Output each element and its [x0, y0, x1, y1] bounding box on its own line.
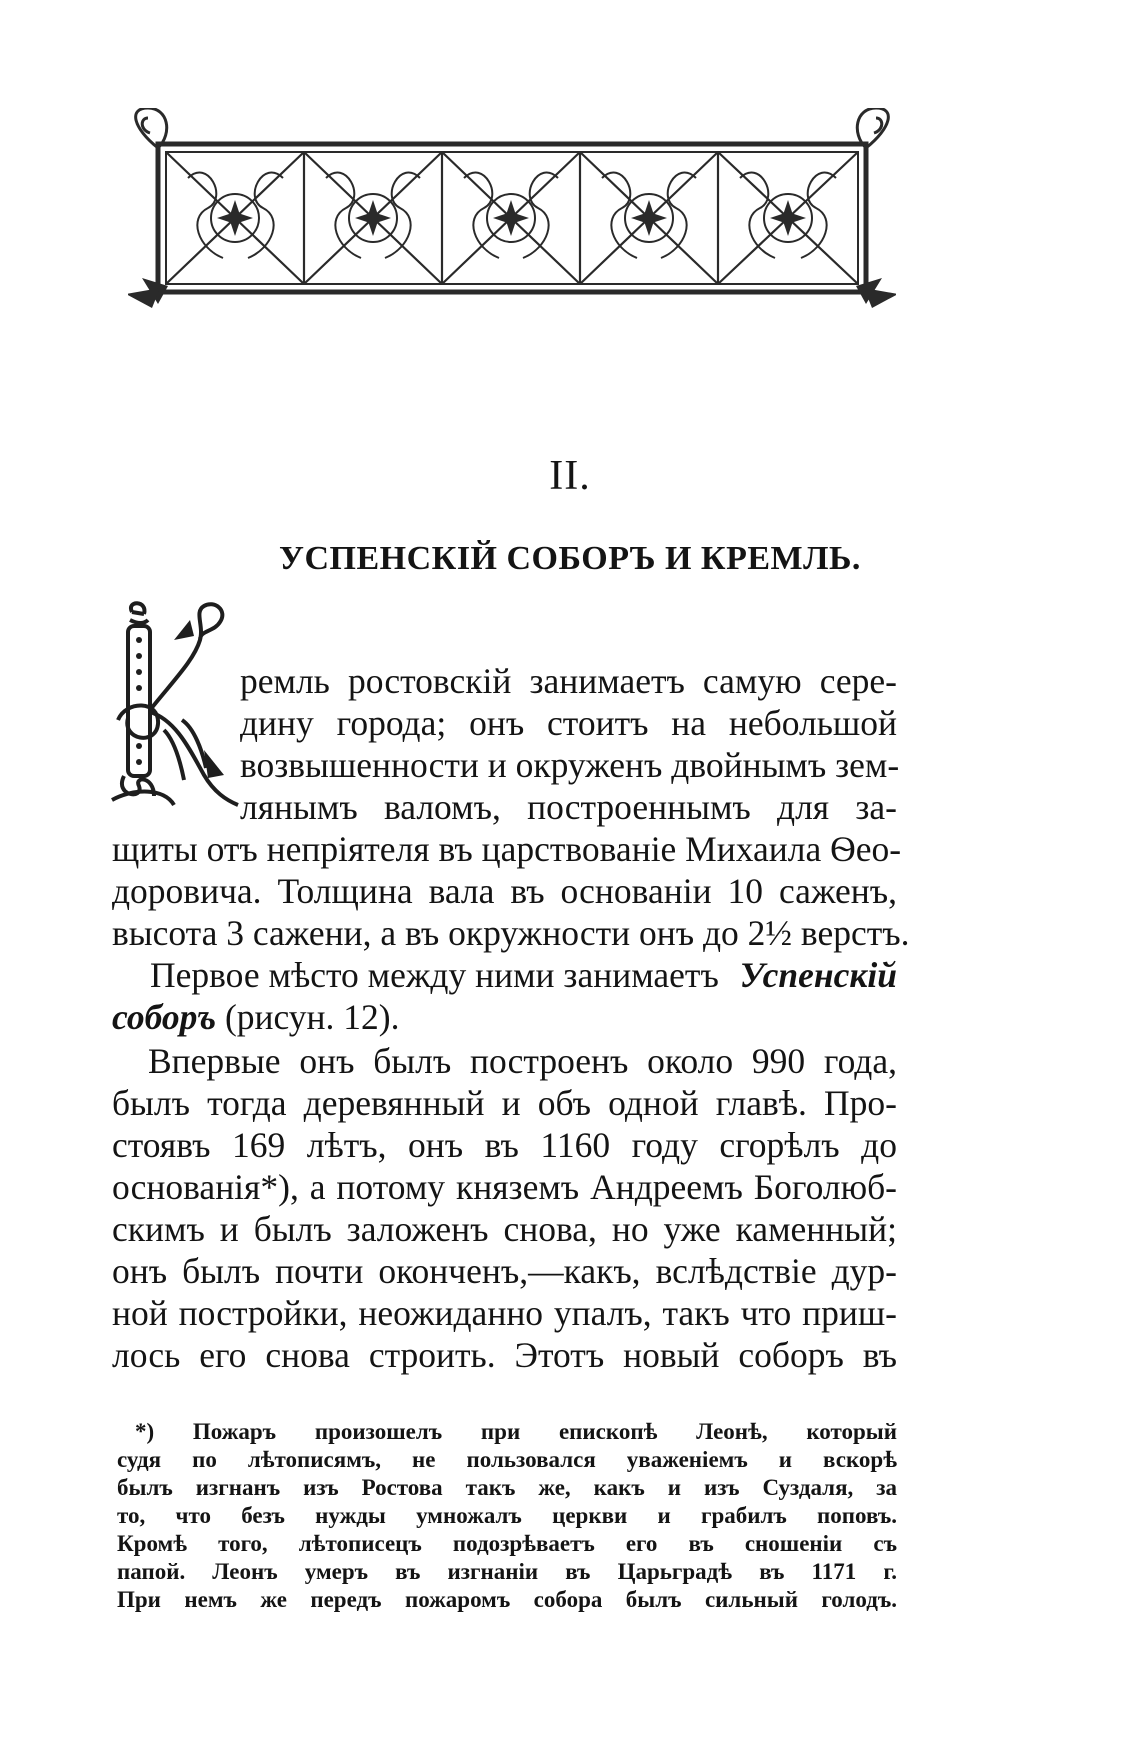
footnote-line: Кромѣ того, лѣтописецъ подозрѣваетъ его въ сношеніи съ — [117, 1531, 897, 1556]
text-line: возвышенности и окруженъ двойнымъ зем- — [240, 745, 900, 785]
text-line — [150, 954, 897, 996]
footnote-line: былъ изгнанъ изъ Ростова такъ же, какъ и изъ Суздаля, за — [117, 1475, 897, 1500]
text-line: стоявъ 169 лѣтъ, онъ въ 1160 году сгорѣлъ до — [112, 1125, 897, 1165]
footnote-line: судя по лѣтописямъ, не пользовался уваженіемъ и вскорѣ — [117, 1447, 897, 1472]
text-line: лянымъ валомъ, построеннымъ для за- — [240, 787, 897, 827]
footnote-line: *) Пожаръ произошелъ при епископѣ Леонѣ, который — [135, 1419, 897, 1444]
text-line: былъ тогда деревянный и объ одной главѣ. Про- — [112, 1083, 897, 1123]
text-line: лось его снова строить. Этотъ новый соборъ въ — [112, 1335, 897, 1375]
text-segment: (рисун. 12). — [224, 997, 400, 1037]
text-line: щиты отъ непріятеля въ царствованіе Михаила Ѳео- — [112, 829, 902, 869]
text-line: онъ былъ почти оконченъ,—какъ, вслѣдствіе дур- — [112, 1251, 897, 1291]
footnote-line: папой. Леонъ умеръ въ изгнаніи въ Царьградѣ въ 1171 г. — [117, 1559, 897, 1584]
text-line: дину города; онъ стоитъ на небольшой — [240, 703, 897, 743]
emphasis-term: соборъ — [112, 997, 217, 1037]
footnote-line: При немъ же передъ пожаромъ собора былъ сильный голодъ. — [117, 1587, 897, 1612]
text-line: Впервые онъ былъ построенъ около 990 года, — [148, 1041, 897, 1081]
text-line: основанія*), а потому княземъ Андреемъ Боголюб- — [112, 1167, 897, 1207]
text-segment: Первое мѣсто между ними занимаетъ — [150, 955, 719, 995]
emphasis-term: Успенскій — [739, 955, 897, 995]
text-line: скимъ и былъ заложенъ снова, но уже каменный; — [112, 1209, 897, 1249]
text-line — [112, 996, 897, 1038]
text-line: ремль ростовскій занимаетъ самую сере- — [240, 661, 897, 701]
ornate-drop-cap — [104, 600, 240, 810]
text-line: ной постройки, неожиданно упалъ, такъ что приш- — [112, 1293, 897, 1333]
ornamental-headpiece — [128, 108, 896, 320]
footnote-line: то, что безъ нужды умножалъ церкви и грабилъ поповъ. — [117, 1503, 897, 1528]
chapter-title: УСПЕНСКІЙ СОБОРЪ И КРЕМЛЬ. — [279, 540, 861, 577]
text-line: высота 3 сажени, а въ окружности онъ до 2½ верстъ. — [112, 913, 910, 953]
chapter-number: II. — [549, 453, 591, 499]
text-line: доровича. Толщина вала въ основаніи 10 саженъ, — [112, 871, 897, 911]
